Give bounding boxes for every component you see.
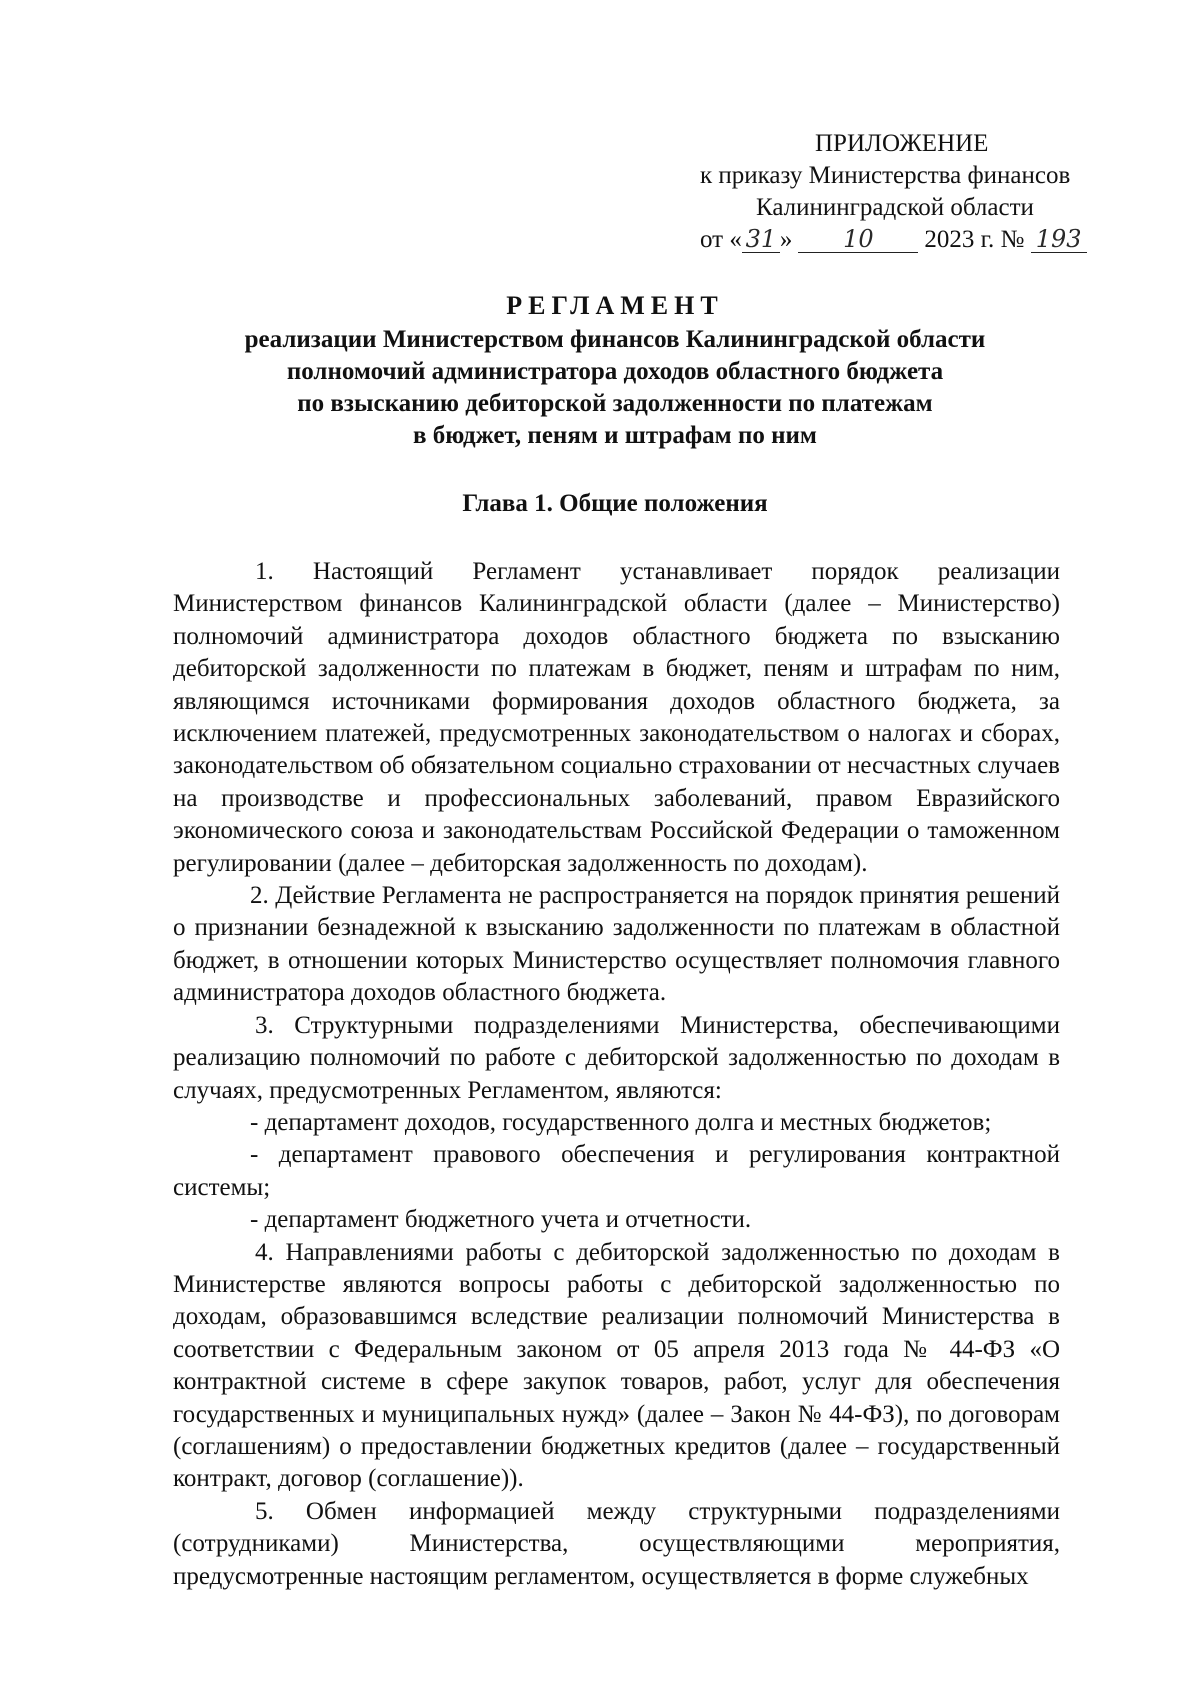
list-item: - департамент бюджетного учета и отчетности. xyxy=(250,1206,752,1234)
paragraph: 4. Направлениями работы с дебиторской задолженностью по доходам в Министерстве являются вопросы работы с дебиторской задолженностью по доходам, образовавшимся вследствие реализации полномочий Министерства в соответствии с Федеральным законом от 05 апреля 2013 года № 44-ФЗ «О контрактной системе в сфере закупок товаров, работ, услуг для обеспечения государственных и муниципальных нужд» (далее – Закон № 44-ФЗ), по договорам (соглашениям) о предоставлении бюджетных кредитов (далее – государственный контракт, договор (соглашение)). xyxy=(173,1238,1060,1493)
document-title-block xyxy=(170,290,1060,452)
date-mid: » xyxy=(779,226,793,253)
list-item: - департамент доходов, государственного долга и местных бюджетов; xyxy=(250,1108,992,1136)
paragraph: 3. Структурными подразделениями Министерства, обеспечивающими реализацию полномочий по работе с дебиторской задолженностью по доходам в случаях, предусмотренных Регламентом, являются: xyxy=(173,1011,1060,1104)
handwritten-day: 31 xyxy=(742,226,780,253)
appendix-block xyxy=(700,128,1140,256)
appendix-title: ПРИЛОЖЕНИЕ xyxy=(815,130,989,157)
list-item: - департамент правового обеспечения и регулирования контрактной системы; xyxy=(173,1141,1060,1201)
appendix-date-line xyxy=(700,224,1140,256)
document-heading: РЕГЛАМЕНТ xyxy=(506,291,724,320)
paragraph: 5. Обмен информацией между структурными подразделениями (сотрудниками) Министерства, осуществляющими мероприятия, предусмотренные настоящим регламентом, осуществляется в форме служебных xyxy=(173,1497,1060,1590)
chapter-title: Глава 1. Общие положения xyxy=(462,490,768,517)
date-prefix: от « xyxy=(700,226,742,253)
subtitle-line: в бюджет, пеням и штрафам по ним xyxy=(413,422,817,449)
paragraph: 2. Действие Регламента не распространяется на порядок принятия решений о признании безнадежной к взысканию задолженности по платежам в областной бюджет, в отношении которых Министерство осуществляет полномочия главного администратора доходов областного бюджета. xyxy=(173,882,1060,1007)
paragraph: 1. Настоящий Регламент устанавливает порядок реализации Министерством финансов Калининградской области (далее – Министерство) полномочий администратора доходов областного бюджета по взысканию дебиторской задолженности по платежам в бюджет, пеням и штрафам по ним, являющимся источниками формирования доходов областного бюджета, за исключением платежей, предусмотренных законодательством о налогах и сборах, законодательством об обязательном социально страховании от несчастных случаев на производстве и профессиональных заболеваний, правом Евразийского экономического союза и законодательствам Российской Федерации о таможенном регулировании (далее – дебиторская задолженность по доходам). xyxy=(173,558,1060,877)
date-year: 2023 г. № xyxy=(924,226,1025,253)
subtitle-line: по взысканию дебиторской задолженности по платежам xyxy=(297,390,933,417)
document-body xyxy=(173,556,1060,1593)
subtitle-line: полномочий администратора доходов областного бюджета xyxy=(286,358,944,385)
subtitle-line: реализации Министерством финансов Калининградской области xyxy=(244,326,986,353)
handwritten-order-number: 193 xyxy=(1031,226,1087,253)
appendix-region: Калининградской области xyxy=(756,194,1034,221)
appendix-order-reference: к приказу Министерства финансов xyxy=(700,162,1071,189)
handwritten-month: 10 xyxy=(798,226,918,253)
